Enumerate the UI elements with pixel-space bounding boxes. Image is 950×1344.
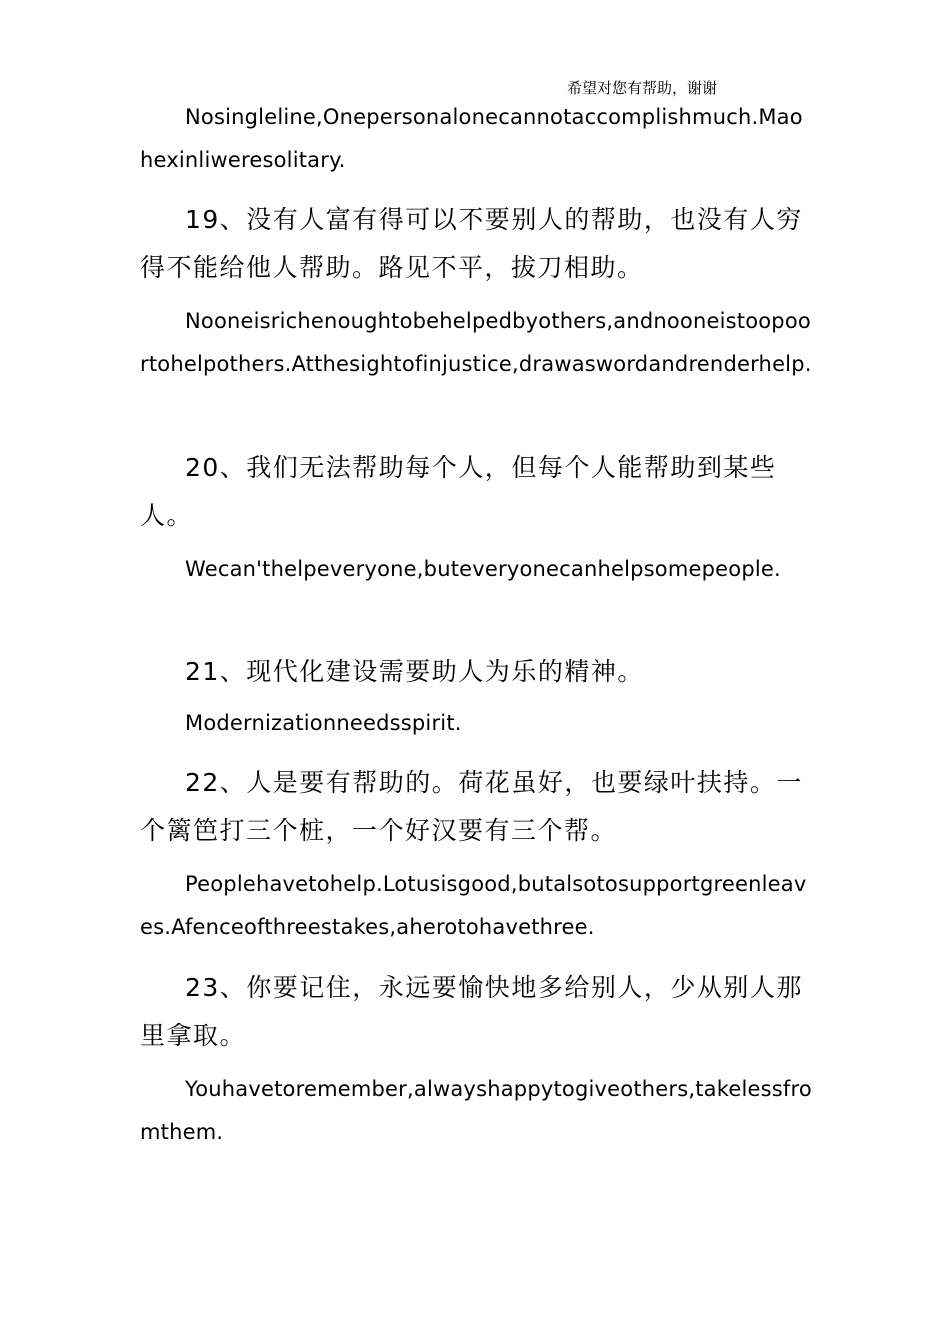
paragraph-chinese-23: 23、你要记住，永远要愉快地多给别人，少从别人那里拿取。 xyxy=(140,973,803,1050)
paragraph-english: Nosingleline,Onepersonalonecannotaccomplishmuch.Maohexinliweresolitary. xyxy=(140,105,803,172)
paragraph-english: Youhavetoremember,alwayshappytogiveothers,takelessfromthem. xyxy=(140,1077,812,1144)
paragraph-english: Wecan'thelpeveryone,buteveryonecanhelpsomepeople. xyxy=(185,557,781,581)
paragraph-english: Peoplehavetohelp.Lotusisgood,butalsotosupportgreenleaves.Afenceofthreestakes,aherotohavethree. xyxy=(140,872,807,939)
watermark-note: 希望对您有帮助，谢谢 xyxy=(567,79,718,97)
paragraph-english: Nooneisrichenoughtobehelpedbyothers,andnooneistoopoortohelpothers.Atthesightofinjustice,drawaswordandrenderhelp. xyxy=(140,309,812,376)
paragraph-chinese-22: 22、人是要有帮助的。荷花虽好，也要绿叶扶持。一个篱笆打三个桩，一个好汉要有三个帮。 xyxy=(140,768,803,845)
paragraph-chinese-19: 19、没有人富有得可以不要别人的帮助，也没有人穷得不能给他人帮助。路见不平，拔刀相助。 xyxy=(140,205,803,282)
paragraph-chinese-20: 20、我们无法帮助每个人，但每个人能帮助到某些人。 xyxy=(140,453,777,530)
paragraph-english: Modernizationneedsspirit. xyxy=(185,711,462,735)
paragraph-chinese-21: 21、现代化建设需要助人为乐的精神。 xyxy=(185,657,644,686)
